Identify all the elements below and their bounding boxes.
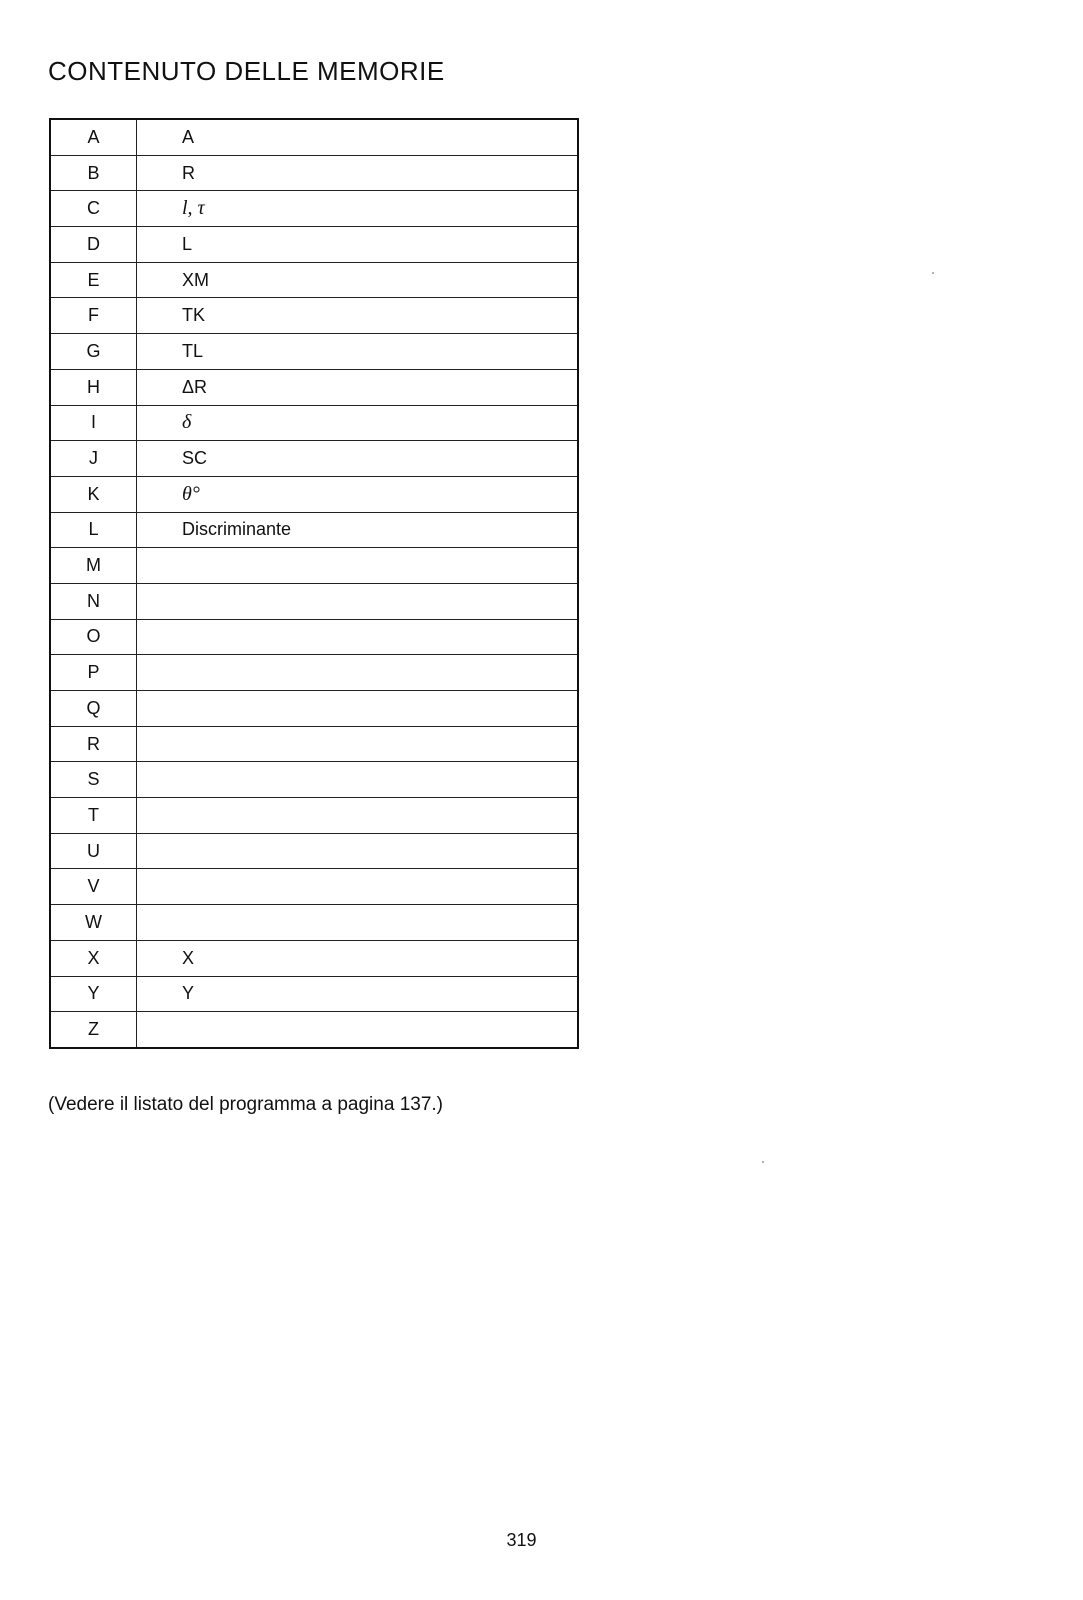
memory-register-cell: T xyxy=(50,798,137,834)
scan-speck xyxy=(932,272,934,274)
memory-content-cell xyxy=(137,655,579,691)
memory-register-cell: U xyxy=(50,833,137,869)
table-row xyxy=(50,833,578,869)
memory-register-cell: Y xyxy=(50,976,137,1012)
table-row xyxy=(50,726,578,762)
memory-register-cell: C xyxy=(50,191,137,227)
memory-register-cell: K xyxy=(50,476,137,512)
table-row xyxy=(50,976,578,1012)
table-row xyxy=(50,191,578,227)
memory-content-cell xyxy=(137,619,579,655)
table-row xyxy=(50,476,578,512)
scan-speck xyxy=(762,1161,764,1163)
memory-register-cell: B xyxy=(50,155,137,191)
memory-content-cell: θ° xyxy=(137,476,579,512)
table-row xyxy=(50,691,578,727)
table-row xyxy=(50,334,578,370)
memory-register-cell: A xyxy=(50,119,137,155)
table-row xyxy=(50,405,578,441)
table-row xyxy=(50,227,578,263)
memory-content-cell xyxy=(137,833,579,869)
memory-register-cell: L xyxy=(50,512,137,548)
memory-content-cell: SC xyxy=(137,441,579,477)
memory-content-cell: XM xyxy=(137,262,579,298)
memory-content-cell: δ xyxy=(137,405,579,441)
table-row xyxy=(50,655,578,691)
memory-register-cell: Q xyxy=(50,691,137,727)
memory-content-cell: TL xyxy=(137,334,579,370)
memory-content-cell xyxy=(137,869,579,905)
memory-register-cell: O xyxy=(50,619,137,655)
memory-content-cell xyxy=(137,726,579,762)
page-number: 319 xyxy=(506,1530,537,1550)
memory-contents-table xyxy=(49,118,579,1049)
memory-content-cell: ΔR xyxy=(137,369,579,405)
memory-register-cell: G xyxy=(50,334,137,370)
table-row xyxy=(50,762,578,798)
table-row xyxy=(50,619,578,655)
memory-register-cell: J xyxy=(50,441,137,477)
memory-content-cell: R xyxy=(137,155,579,191)
memory-register-cell: D xyxy=(50,227,137,263)
table-row xyxy=(50,905,578,941)
memory-table-body xyxy=(50,119,578,1048)
memory-content-cell xyxy=(137,905,579,941)
memory-content-cell xyxy=(137,548,579,584)
memory-content-cell: Discriminante xyxy=(137,512,579,548)
memory-register-cell: M xyxy=(50,548,137,584)
table-row xyxy=(50,583,578,619)
memory-content-cell: l, τ xyxy=(137,191,579,227)
memory-content-cell xyxy=(137,691,579,727)
memory-content-cell: Y xyxy=(137,976,579,1012)
memory-content-cell: A xyxy=(137,119,579,155)
memory-register-cell: R xyxy=(50,726,137,762)
table-row xyxy=(50,298,578,334)
memory-register-cell: N xyxy=(50,583,137,619)
memory-register-cell: W xyxy=(50,905,137,941)
memory-register-cell: F xyxy=(50,298,137,334)
memory-register-cell: S xyxy=(50,762,137,798)
table-row xyxy=(50,869,578,905)
memory-content-cell xyxy=(137,583,579,619)
memory-register-cell: E xyxy=(50,262,137,298)
table-row xyxy=(50,1012,578,1048)
memory-content-cell xyxy=(137,762,579,798)
memory-content-cell: L xyxy=(137,227,579,263)
table-row xyxy=(50,369,578,405)
memory-register-cell: H xyxy=(50,369,137,405)
table-row xyxy=(50,512,578,548)
memory-content-cell: TK xyxy=(137,298,579,334)
memory-content-cell: X xyxy=(137,940,579,976)
table-row xyxy=(50,441,578,477)
memory-register-cell: X xyxy=(50,940,137,976)
program-listing-note: (Vedere il listato del programma a pagina 137.) xyxy=(48,1094,444,1115)
table-row xyxy=(50,155,578,191)
table-row xyxy=(50,548,578,584)
memory-register-cell: V xyxy=(50,869,137,905)
memory-register-cell: Z xyxy=(50,1012,137,1048)
memory-register-cell: I xyxy=(50,405,137,441)
memory-content-cell xyxy=(137,798,579,834)
table-row xyxy=(50,119,578,155)
page-title: CONTENUTO DELLE MEMORIE xyxy=(48,56,445,86)
memory-content-cell xyxy=(137,1012,579,1048)
table-row xyxy=(50,262,578,298)
memory-register-cell: P xyxy=(50,655,137,691)
table-row xyxy=(50,798,578,834)
table-row xyxy=(50,940,578,976)
